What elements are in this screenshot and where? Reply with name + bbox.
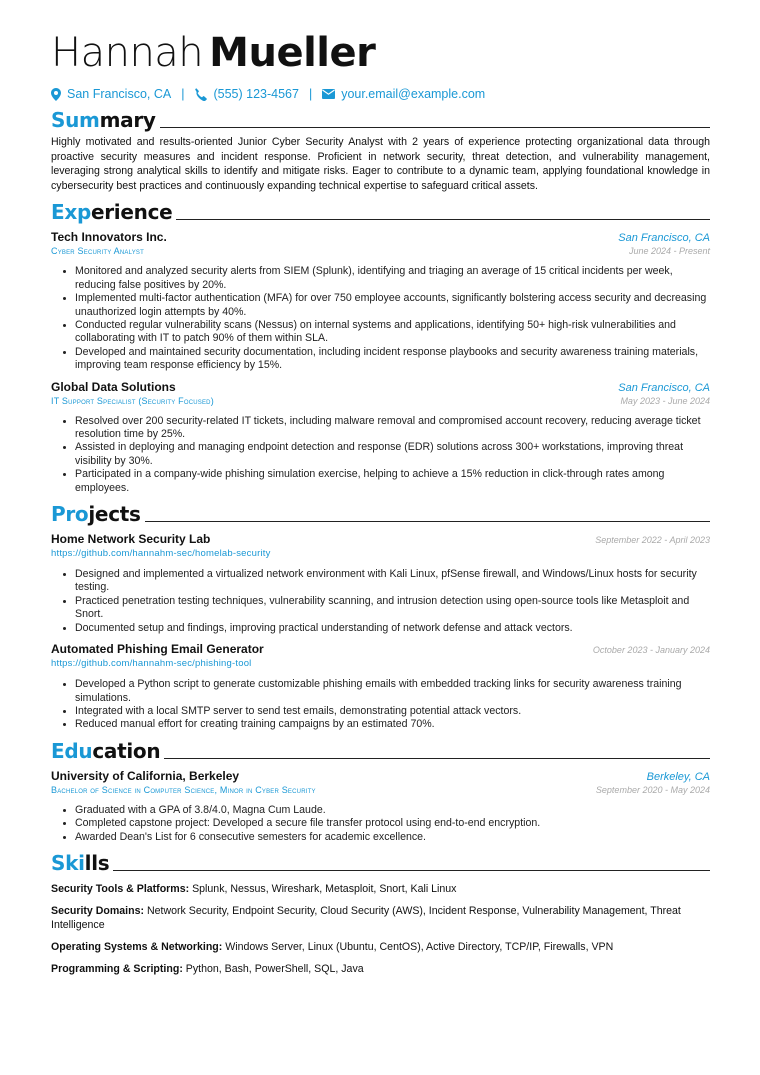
phone-text: (555) 123-4567 — [213, 87, 299, 101]
last-name: Mueller — [209, 30, 376, 76]
education-entry — [51, 769, 710, 844]
summary-heading — [51, 109, 710, 131]
bullet-item: • Participated in a company-wide phishing simulation exercise, helping to achieve a 15% reduction in click-through rates among employees. — [75, 468, 710, 495]
bullet-item: • Assisted in deploying and managing endpoint detection and response (EDR) solutions across 300+ workstations, improving threat visibility by 30%. — [75, 441, 710, 468]
employer-location: San Francisco, CA — [618, 381, 710, 394]
summary-text: Highly motivated and results-oriented Junior Cyber Security Analyst with 2 years of experience protecting organizational data through proactive security measures and incident response. Proficient in network security, threat detection, and vulnerability management, leveraging strong analytical skills to identify and mitigate risks. Eager to contribute to a dynamic team, applying foundational knowledge in cybersecurity best practices and continuously expanding technical expertise to safeguard critical assets. — [51, 136, 710, 192]
bullet-item: • Documented setup and findings, improving practical understanding of network defense and attack vectors. — [75, 622, 710, 635]
school-location: Berkeley, CA — [646, 770, 710, 783]
bullet-item: • Conducted regular vulnerability scans (Nessus) on internal systems and applications, identifying 50+ high-risk vulnerabilities and collaborating with IT to patch 90% of them within SLA. — [75, 319, 710, 346]
bullet-item: • Developed and maintained security documentation, including incident response playbooks and security awareness training materials, improving team response efficiency by 15%. — [75, 346, 710, 373]
job-bullets — [51, 265, 710, 372]
bullet-item: • Practiced penetration testing techniques, vulnerability scanning, and intrusion detection using open-source tools like Metasploit and Snort. — [75, 595, 710, 622]
skill-value: Python, Bash, PowerShell, SQL, Java — [185, 962, 364, 975]
projects-heading-rest: jects — [88, 502, 141, 527]
email-text: your.email@example.com — [341, 87, 486, 101]
project-name: Home Network Security Lab — [51, 532, 211, 547]
summary-heading-accent: Sum — [51, 108, 100, 132]
experience-entry — [51, 230, 710, 372]
skill-value: Network Security, Endpoint Security, Cloud Security (AWS), Incident Response, Vulnerability Management, Threat Intelligence — [51, 904, 681, 931]
education-heading-accent: Edu — [51, 738, 93, 763]
section-rule — [145, 521, 710, 522]
bullet-item: • Developed a Python script to generate customizable phishing emails with embedded tracking links for security awareness training simulations. — [75, 678, 710, 705]
job-dates: May 2023 - June 2024 — [620, 395, 710, 406]
project-entry — [51, 642, 710, 732]
contact-bar — [51, 87, 710, 101]
skill-value: Windows Server, Linux (Ubuntu, CentOS), Active Directory, TCP/IP, Firewalls, VPN — [225, 940, 614, 953]
job-title: Cyber Security Analyst — [51, 246, 144, 257]
skills-heading-accent: Ski — [51, 850, 85, 875]
section-rule — [176, 219, 710, 220]
skill-value: Splunk, Nessus, Wireshark, Metasploit, Snort, Kali Linux — [192, 882, 457, 895]
school-name: University of California, Berkeley — [51, 768, 240, 783]
employer-name: Global Data Solutions — [51, 379, 176, 394]
skill-label: Security Domains: — [51, 904, 145, 917]
employer-location: San Francisco, CA — [618, 232, 710, 245]
contact-email[interactable] — [322, 87, 485, 101]
phone-icon — [194, 88, 207, 101]
map-pin-icon — [51, 88, 61, 101]
experience-heading — [51, 201, 710, 223]
section-rule — [113, 870, 710, 871]
section-rule — [164, 758, 710, 759]
job-bullets — [51, 415, 710, 495]
contact-location — [51, 87, 171, 101]
first-name: Hannah — [51, 30, 204, 76]
bullet-item: • Integrated with a local SMTP server to send test emails, demonstrating potential attack vectors. — [75, 705, 710, 718]
skill-label: Programming & Scripting: — [51, 962, 183, 975]
project-name: Automated Phishing Email Generator — [51, 642, 264, 657]
degree: Bachelor of Science in Computer Science, Minor in Cyber Security — [51, 784, 316, 795]
employer-name: Tech Innovators Inc. — [51, 230, 167, 245]
skill-label: Security Tools & Platforms: — [51, 882, 190, 895]
bullet-item: • Implemented multi-factor authentication (MFA) for over 750 employee accounts, significantly bolstering access security and decreasing unauthorized login attempts by 40%. — [75, 292, 710, 319]
skill-row — [51, 962, 710, 976]
skill-label: Operating Systems & Networking: — [51, 940, 223, 953]
contact-separator: | — [308, 87, 313, 101]
skill-row — [51, 940, 710, 954]
bullet-item: • Completed capstone project: Developed a secure file transfer protocol using end-to-end encryption. — [75, 817, 710, 830]
education-heading-rest: cation — [92, 738, 161, 763]
skills-heading — [51, 852, 710, 874]
education-bullets — [51, 804, 710, 844]
contact-phone[interactable] — [194, 87, 298, 101]
bullet-item: • Reduced manual effort for creating training campaigns by an estimated 70%. — [75, 718, 710, 731]
project-dates: October 2023 - January 2024 — [592, 645, 710, 656]
bullet-item: • Resolved over 200 security-related IT tickets, including malware removal and compromised account recovery, reducing average ticket resolution time by 25%. — [75, 415, 710, 442]
section-rule — [160, 127, 710, 128]
bullet-item: • Designed and implemented a virtualized network environment with Kali Linux, pfSense firewall, and Windows/Linux hosts for security testing. — [75, 568, 710, 595]
projects-heading-accent: Pro — [51, 502, 89, 527]
summary-heading-rest: mary — [99, 108, 156, 132]
experience-heading-accent: Exp — [51, 200, 91, 225]
project-dates: September 2022 - April 2023 — [595, 535, 710, 546]
projects-heading — [51, 503, 710, 525]
candidate-name — [51, 30, 710, 75]
project-link[interactable]: https://github.com/hannahm-sec/homelab-security — [51, 548, 271, 560]
contact-separator: | — [181, 87, 185, 101]
skills-heading-rest: lls — [84, 850, 110, 875]
experience-heading-rest: erience — [90, 200, 173, 225]
project-entry — [51, 532, 710, 635]
skill-row — [51, 882, 710, 896]
education-heading — [51, 740, 710, 762]
skill-row — [51, 904, 710, 932]
education-dates: September 2020 - May 2024 — [595, 784, 710, 795]
bullet-item: • Graduated with a GPA of 3.8/4.0, Magna Cum Laude. — [75, 804, 710, 817]
job-dates: June 2024 - Present — [628, 246, 710, 257]
bullet-item: • Awarded Dean's List for 6 consecutive semesters for academic excellence. — [75, 831, 710, 844]
bullet-item: • Monitored and analyzed security alerts from SIEM (Splunk), identifying and triaging an average of 15 critical incidents per week, reducing false positives by 20%. — [75, 265, 710, 292]
project-link[interactable]: https://github.com/hannahm-sec/phishing-tool — [51, 658, 252, 670]
job-title: IT Support Specialist (Security Focused) — [51, 395, 214, 406]
location-text: San Francisco, CA — [67, 87, 172, 101]
envelope-icon — [322, 89, 335, 99]
project-bullets — [51, 568, 710, 635]
experience-entry — [51, 380, 710, 495]
project-bullets — [51, 678, 710, 732]
